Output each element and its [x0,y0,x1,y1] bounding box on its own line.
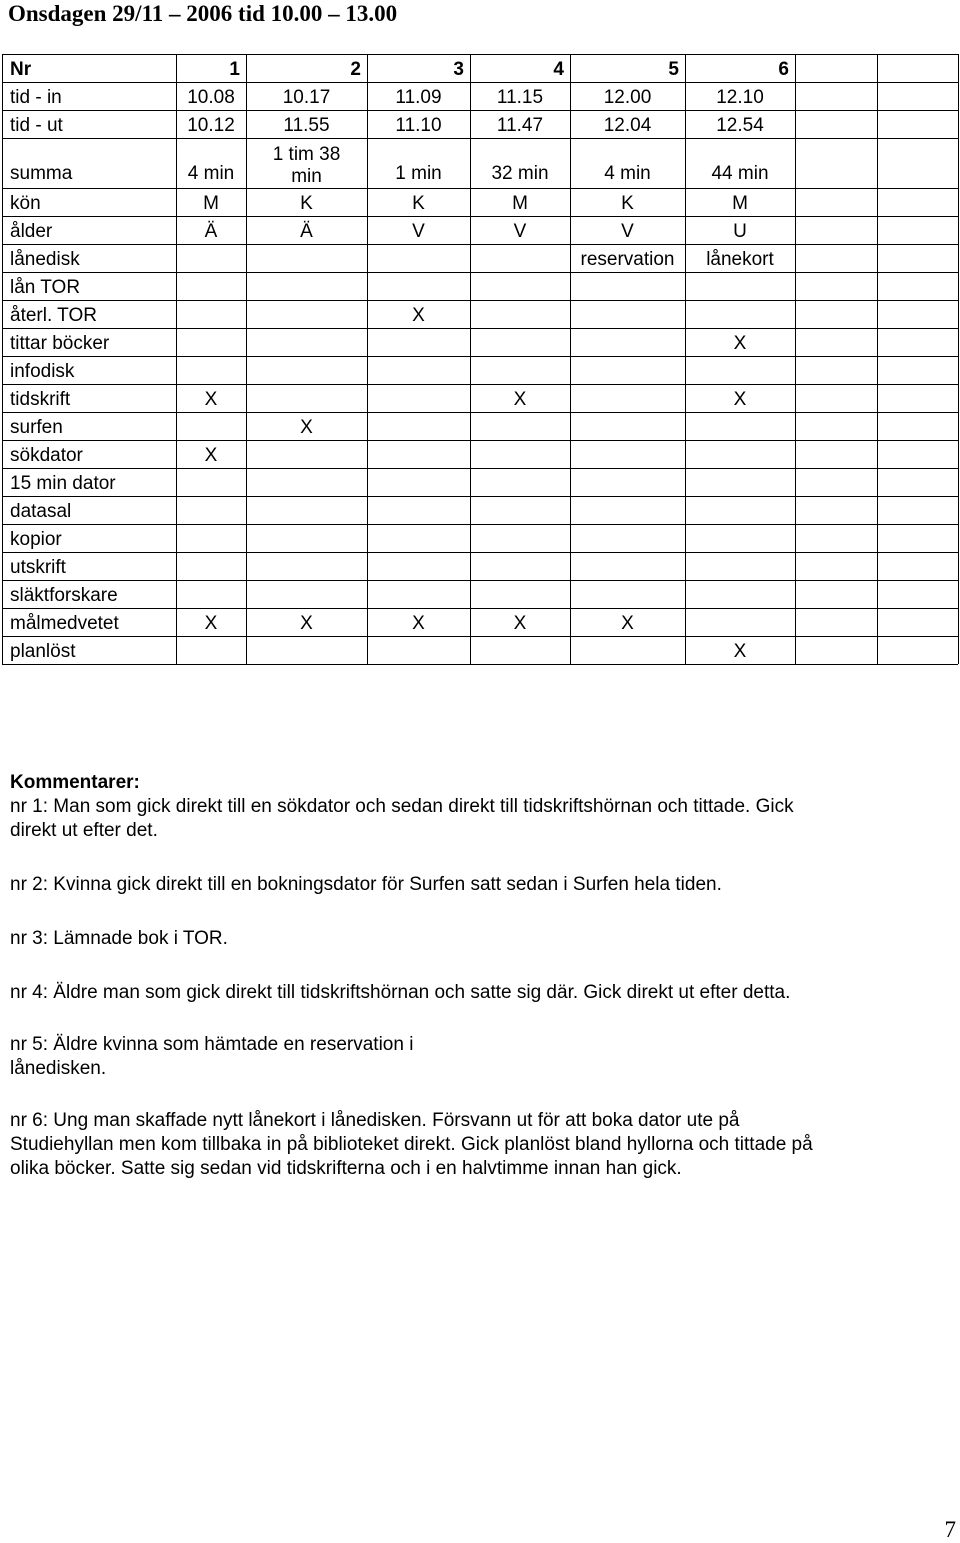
table-cell [795,244,877,274]
table-cell [685,524,795,554]
table-cell [367,468,470,498]
table-cell [570,412,685,442]
table-cell [176,356,246,386]
table-cell [176,272,246,302]
table-cell: X [733,333,747,354]
table-cell [685,552,795,582]
table-cell [570,468,685,498]
table-cell [246,496,367,526]
table-cell: M [732,193,748,214]
table-cell [685,300,795,330]
row-label: kön [10,193,41,214]
table-cell [795,356,877,386]
table-cell: X [204,389,218,410]
table-cell [795,440,877,470]
table-cell [246,300,367,330]
comment-nr-3: nr 3: Lämnade bok i TOR. [10,928,228,949]
table-cell: 12.04 [603,115,652,136]
row-label: ålder [10,221,53,242]
table-cell [570,524,685,554]
table-cell [246,356,367,386]
table-cell: 12.10 [716,87,764,108]
table-cell [795,216,877,246]
header-cell: 4 [553,59,564,80]
table-cell [176,244,246,274]
table-cell: V [513,221,527,242]
table-cell [176,496,246,526]
table-cell: X [621,613,634,634]
row-label: återl. TOR [10,305,97,326]
page-title: Onsdagen 29/11 – 2006 tid 10.00 – 13.00 [8,1,398,26]
header-cell-nr: Nr [10,59,32,80]
table-cell: K [412,193,425,214]
table-cell [246,552,367,582]
row-label: tittar böcker [10,333,110,354]
row-label: summa [10,163,73,184]
table-cell [176,580,246,610]
table-cell: X [412,305,425,326]
table-cell: 44 min [711,163,769,184]
table-cell: 11.10 [395,115,442,136]
row-label: planlöst [10,641,76,662]
table-cell: 10.12 [187,115,235,136]
table-cell: X [300,417,313,438]
table-cell: lånekort [706,249,774,270]
table-cell [685,496,795,526]
table-cell [795,608,877,638]
table-cell [470,440,570,470]
table-cell [470,496,570,526]
table-cell [470,356,570,386]
table-cell: Ä [204,221,218,242]
table-cell [176,468,246,498]
table-cell [795,552,877,582]
row-label: sökdator [10,445,83,466]
table-cell [570,328,685,358]
table-cell [176,328,246,358]
comments-heading: Kommentarer: [10,772,140,793]
table-cell: 4 min [604,163,651,184]
table-cell [795,412,877,442]
header-cell: 6 [778,59,789,80]
row-label: 15 min dator [10,473,116,494]
table-cell: 1 tim 38 min [272,144,341,187]
table-cell [367,496,470,526]
table-cell [367,328,470,358]
table-cell [367,272,470,302]
table-cell: X [513,613,527,634]
table-cell [246,244,367,274]
table-cell [367,384,470,414]
table-cell: X [733,389,747,410]
table-cell: 12.54 [716,115,764,136]
table-cell: 32 min [491,163,549,184]
table-cell [685,440,795,470]
page-number: 7 [944,1517,956,1542]
table-cell [367,412,470,442]
table-cell: M [512,193,528,214]
header-cell: 5 [668,59,679,80]
table-cell: K [621,193,634,214]
table-cell [570,636,685,666]
table-cell [470,272,570,302]
table-cell: X [733,641,747,662]
table-cell: X [204,445,218,466]
row-label: släktforskare [10,585,118,606]
row-label: tidskrift [10,389,71,410]
header-cell: 2 [350,59,361,80]
table-cell [367,440,470,470]
table-cell [570,272,685,302]
table-cell: 4 min [187,163,235,184]
row-label: tid - in [10,87,62,108]
table-cell [795,636,877,666]
table-cell [246,524,367,554]
table-cell [470,468,570,498]
table-cell [176,300,246,330]
table-cell [246,328,367,358]
table-cell: U [733,221,747,242]
comment-nr-1: nr 1: Man som gick direkt till en sökdator och sedan direkt till tidskriftshörnan och tittade. Gick direkt ut efter det. [10,796,794,841]
table-cell [367,580,470,610]
table-cell [795,300,877,330]
table-cell: M [203,193,219,214]
table-cell [795,188,877,218]
table-cell: 12.00 [603,87,652,108]
table-cell: 11.15 [496,87,544,108]
table-cell [685,468,795,498]
table-cell [246,440,367,470]
table-cell [570,356,685,386]
table-cell [795,138,877,190]
table-cell [470,580,570,610]
table-cell: 10.08 [187,87,235,108]
table-cell [470,412,570,442]
table-cell [795,328,877,358]
table-cell [246,468,367,498]
table-cell: 11.55 [283,115,330,136]
table-cell [367,356,470,386]
table-cell: X [300,613,313,634]
table-cell [367,636,470,666]
table-cell [685,580,795,610]
table-cell [685,356,795,386]
table-cell [367,552,470,582]
row-label: datasal [10,501,72,522]
row-label: infodisk [10,361,75,382]
table-cell [470,300,570,330]
row-label: utskrift [10,557,66,578]
table-cell [246,384,367,414]
row-label: lån TOR [10,277,81,298]
table-cell: Ä [300,221,313,242]
row-label: kopior [10,529,62,550]
table-cell: 11.09 [395,87,442,108]
table-cell [570,580,685,610]
table-cell [367,524,470,554]
header-cell: 1 [229,59,240,80]
table-cell [570,552,685,582]
table-cell [470,552,570,582]
comments-section [10,771,890,1181]
table-cell [176,524,246,554]
comment-nr-4: nr 4: Äldre man som gick direkt till tidskriftshörnan och satte sig där. Gick direkt ut efter detta. [10,982,791,1003]
row-label: lånedisk [10,249,80,270]
table-cell [570,440,685,470]
table-cell [685,412,795,442]
row-label: tid - ut [10,115,63,136]
table-cell [795,524,877,554]
table-cell: K [300,193,313,214]
table-cell: V [412,221,425,242]
table-cell [795,272,877,302]
table-cell [176,636,246,666]
table-cell [246,580,367,610]
table-cell: 1 min [395,163,442,184]
table-cell [470,636,570,666]
table-cell [470,244,570,274]
row-label: målmedvetet [10,613,119,634]
table-cell [795,384,877,414]
table-cell [176,552,246,582]
comment-nr-2: nr 2: Kvinna gick direkt till en bokningsdator för Surfen satt sedan i Surfen hela tiden. [10,874,722,895]
row-label: surfen [10,417,63,438]
table-cell [685,272,795,302]
table-cell [367,244,470,274]
table-cell: X [204,613,218,634]
table-cell [570,384,685,414]
table-cell [246,636,367,666]
table-cell: V [621,221,634,242]
table-cell [176,412,246,442]
table-cell [470,328,570,358]
comment-nr-5: nr 5: Äldre kvinna som hämtade en reservation i lånedisken. [10,1034,414,1079]
table-cell [795,82,877,112]
table-cell [570,300,685,330]
comment-nr-6: nr 6: Ung man skaffade nytt lånekort i lånedisken. Försvann ut för att boka dator ute på Studiehyllan men kom tillbaka in på biblioteket direkt. Gick planlöst bland hyllorna och tittade på olika böcker. Satte sig sedan vid tidskrifterna och i en halvtimme innan han gick. [10,1110,813,1179]
table-cell [685,608,795,638]
table-cell: X [513,389,527,410]
table-cell [795,580,877,610]
table-cell [795,468,877,498]
table-cell [246,272,367,302]
table-cell: 11.47 [496,115,544,136]
table-cell: X [412,613,425,634]
header-cell: 3 [453,59,464,80]
table-cell [570,496,685,526]
table-cell: reservation [580,249,675,270]
table-cell [795,496,877,526]
table-cell [795,110,877,140]
table-cell: 10.17 [282,87,331,108]
table-cell [470,524,570,554]
